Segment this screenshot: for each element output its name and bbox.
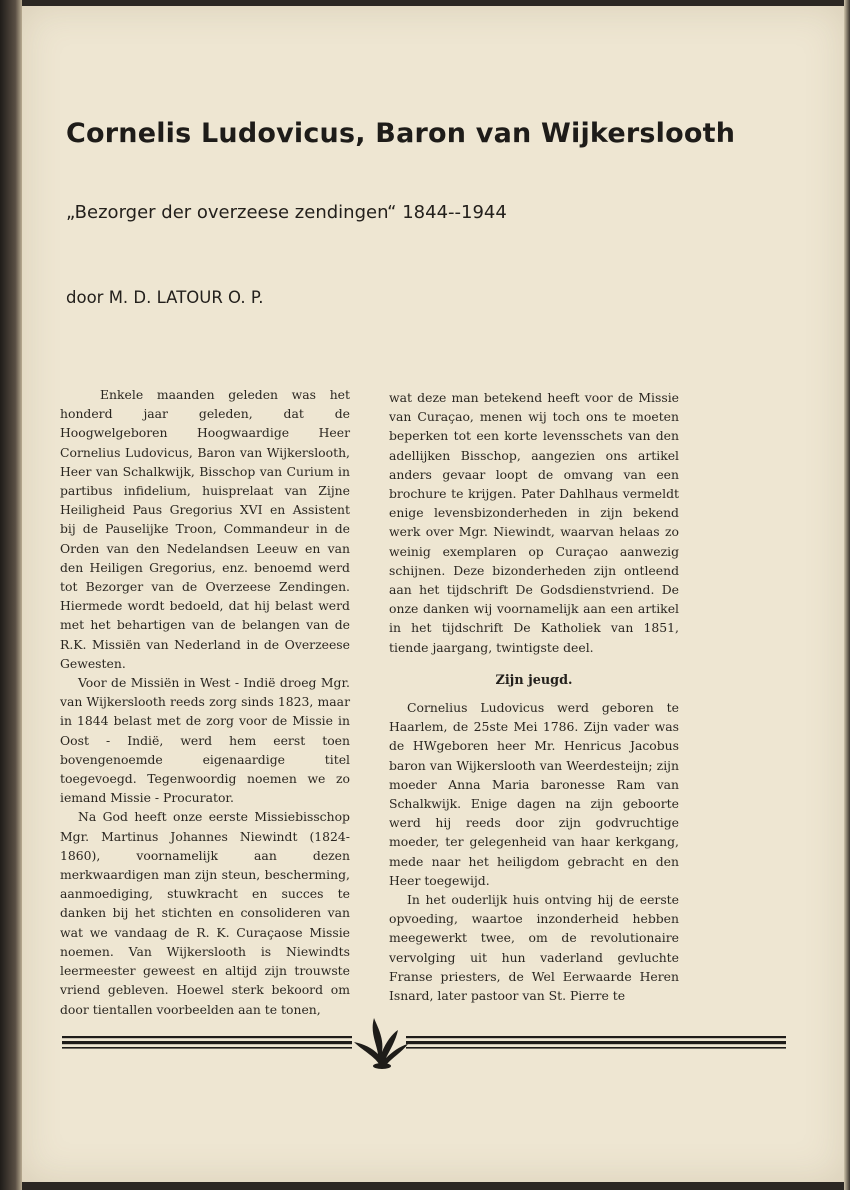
article-title: Cornelis Ludovicus, Baron van Wijkerslooth [66,118,736,149]
paragraph: Cornelius Ludovicus werd geboren te Haarlem, de 25ste Mei 1786. Zijn vader was de HWgeboren heer Mr. Henricus Jacobus baron van Wijkerslooth van Weerdesteijn; zijn moeder Anna Maria baronesse Ram van Schalkwijk. Enige dagen na zijn geboorte werd hij reeds door zijn godvruchtige moeder, ter gelegenheid van haar kerkgang, mede naar het heiligdom gebracht en den Heer toegewijd. [389,700,679,888]
article-subtitle: „Bezorger der overzeese zendingen“ 1844--1944 [66,202,507,223]
book-spine-shadow [0,0,22,1190]
paragraph: Enkele maanden geleden was het honderd jaar geleden, dat de Hoogwelgeboren Hoogwaardige Heer Cornelius Ludovicus, Baron van Wijkerslooth, Heer van Schalkwijk, Bisschop van Curium in partibus infidelium, huisprelaat van Zijne Heiligheid Paus Gregorius XVI en Assistent bij de Pauselijke Troon, Commandeur in de Orden van den Nedelandsen Leeuw en van den Heiligen Gregorius, enz. benoemd werd tot Bezorger van de Overzeese Zendingen. Hiermede wordt bedoeld, dat hij belast werd met het behartigen van de belangen van de R.K. Missiën van Nederland in de Overzeese Gewesten. [60,387,350,671]
right-column [389,388,679,1005]
paragraph: Voor de Missiën in West - Indië droeg Mgr. van Wijkerslooth reeds zorg sinds 1823, maar in 1844 belast met de zorg voor de Missie in Oost - Indië, werd hem eerst toen bovengenoemde eigenaardige titel toegevoegd. Tegenwoordig noemen we zo iemand Missie - Procurator. [60,675,350,806]
paragraph: Na God heeft onze eerste Missiebisschop Mgr. Martinus Johannes Niewindt (1824-1860), voornamelijk aan dezen merkwaardigen man zijn steun, bescherming, aanmoediging, stuwkracht en succes te danken bij het stichten en consolideren van wat we vandaag de R. K. Curaçaose Missie noemen. Van Wijkerslooth is Niewindts leermeester geweest en altijd zijn trouwste vriend gebleven. Hoewel sterk bekoord om door tientallen voorbeelden aan te tonen, [60,809,350,1017]
paragraph: In het ouderlijk huis ontving hij de eerste opvoeding, waartoe inzonderheid hebben meegewerkt twee, om de revolutionaire vervolging uit hun vaderland gevluchte Franse priesters, de Wel Eerwaarde Heren Isnard, later pastoor van St. Pierre te [389,892,679,1004]
page-edge [844,0,850,1190]
section-heading: Zijn jeugd. [495,672,573,688]
left-column [60,385,350,1019]
article-author: door M. D. LATOUR O. P. [66,288,264,307]
flame-chalice-ornament-icon [62,1012,786,1072]
paragraph: wat deze man betekend heeft voor de Missie van Curaçao, menen wij toch ons te moeten beperken tot een korte levensschets van den adellijken Bisschop, aangezien ons artikel anders gevaar loopt de omvang van een brochure te krijgen. Pater Dahlhaus vermeldt enige levensbizonderheden in zijn bekend werk over Mgr. Niewindt, waarvan helaas zo weinig exemplaren op Curaçao aanwezig schijnen. Deze bizonderheden zijn ontleend aan het tijdschrift De Godsdienstvriend. De onze danken wij voornamelijk aan een artikel in het tijdschrift De Katholiek van 1851, tiende jaargang, twintigste deel. [389,390,679,655]
